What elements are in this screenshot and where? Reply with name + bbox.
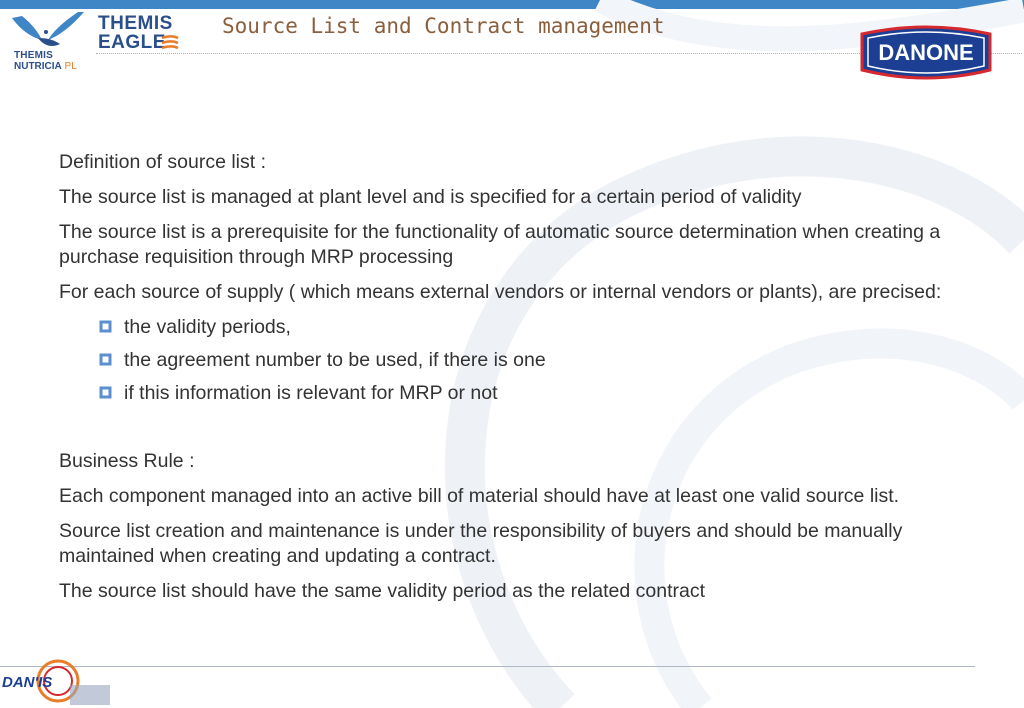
logo-left-line2 bbox=[14, 61, 77, 72]
list-item bbox=[99, 315, 959, 340]
danone-logo bbox=[858, 24, 994, 84]
footer-divider bbox=[0, 666, 975, 667]
themis-eagle-brand bbox=[98, 14, 198, 54]
eagle-icon bbox=[8, 10, 92, 52]
bullet-text: if this information is relevant for MRP or not bbox=[124, 382, 498, 404]
brand-line1: THEMIS bbox=[98, 13, 173, 34]
list-item bbox=[99, 348, 959, 373]
brand-line2: EAGLE bbox=[98, 32, 166, 53]
logo-left-line1: THEMIS bbox=[14, 50, 53, 61]
bullet-text: the validity periods, bbox=[124, 316, 291, 338]
bullet-text: the agreement number to be used, if there is one bbox=[124, 349, 546, 371]
logo-left-suffix: PL bbox=[61, 61, 77, 72]
rule-1: Each component managed into an active bill of material should have at least one valid source list. bbox=[59, 485, 900, 507]
rule-2: Source list creation and maintenance is under the responsibility of buyers and should be manually maintained when creating and updating a contract. bbox=[59, 520, 903, 567]
rule-3: The source list should have the same validity period as the related contract bbox=[59, 580, 706, 602]
danis-logo-text: DAN'IS bbox=[2, 674, 53, 691]
danis-logo bbox=[0, 655, 112, 708]
square-bullet-icon bbox=[99, 386, 112, 399]
paragraph-2: The source list is a prerequisite for the functionality of automatic source determination when creating a purchase requisition through MRP processing bbox=[59, 221, 941, 268]
slide-body bbox=[59, 150, 959, 614]
bullet-list bbox=[59, 315, 959, 406]
square-bullet-icon bbox=[99, 353, 112, 366]
definition-heading: Definition of source list : bbox=[59, 151, 267, 173]
business-rule-heading: Business Rule : bbox=[59, 450, 195, 472]
paragraph-1: The source list is managed at plant level and is specified for a certain period of validity bbox=[59, 186, 802, 208]
page-title: Source List and Contract management bbox=[222, 14, 665, 38]
logo-left-nutricia: NUTRICIA bbox=[14, 61, 62, 72]
swoosh-icon bbox=[160, 34, 180, 52]
square-bullet-icon bbox=[99, 320, 112, 333]
section-spacer bbox=[59, 414, 959, 449]
paragraph-3: For each source of supply ( which means external vendors or internal vendors or plants), are precised: bbox=[59, 281, 942, 303]
list-item bbox=[99, 381, 959, 406]
themis-nutricia-logo bbox=[8, 10, 92, 72]
danone-logo-text: DANONE bbox=[878, 40, 974, 65]
